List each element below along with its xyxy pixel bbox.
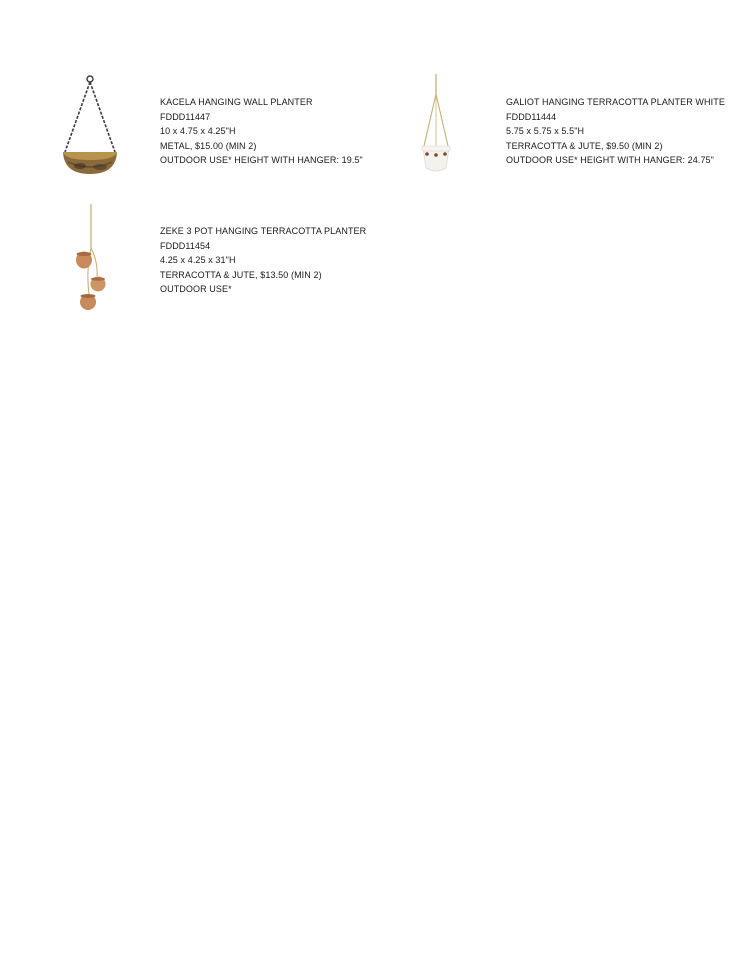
product-sku: FDDD11454 [160,240,211,251]
product-dimensions: 5.75 x 5.75 x 5.5"H [506,126,585,136]
product-notes: OUTDOOR USE* [160,284,232,294]
product-sku: FDDD11444 [506,111,557,122]
product-name: ZEKE 3 POT HANGING TERRACOTTA PLANTER [160,226,367,236]
product-info [160,224,366,297]
product-sku: FDDD11447 [160,111,211,122]
metal-hanging-bowl-planter-image [60,74,120,178]
product-material-price: TERRACOTTA & JUTE, $13.50 (MIN 2) [160,269,322,280]
three-terracotta-pots-image [72,202,112,314]
white-hanging-pot-image [418,72,454,176]
product-name: GALIOT HANGING TERRACOTTA PLANTER WHITE [506,97,725,107]
product-dimensions: 4.25 x 4.25 x 31"H [160,255,236,265]
product-info [506,95,725,168]
product-dimensions: 10 x 4.75 x 4.25"H [160,126,236,136]
product-material-price: TERRACOTTA & JUTE, $9.50 (MIN 2) [506,140,663,151]
product-info [160,95,363,168]
product-notes: OUTDOOR USE* HEIGHT WITH HANGER: 24.75" [506,155,714,165]
product-material-price: METAL, $15.00 (MIN 2) [160,140,257,151]
product-name: KACELA HANGING WALL PLANTER [160,97,313,107]
product-notes: OUTDOOR USE* HEIGHT WITH HANGER: 19.5" [160,155,363,165]
